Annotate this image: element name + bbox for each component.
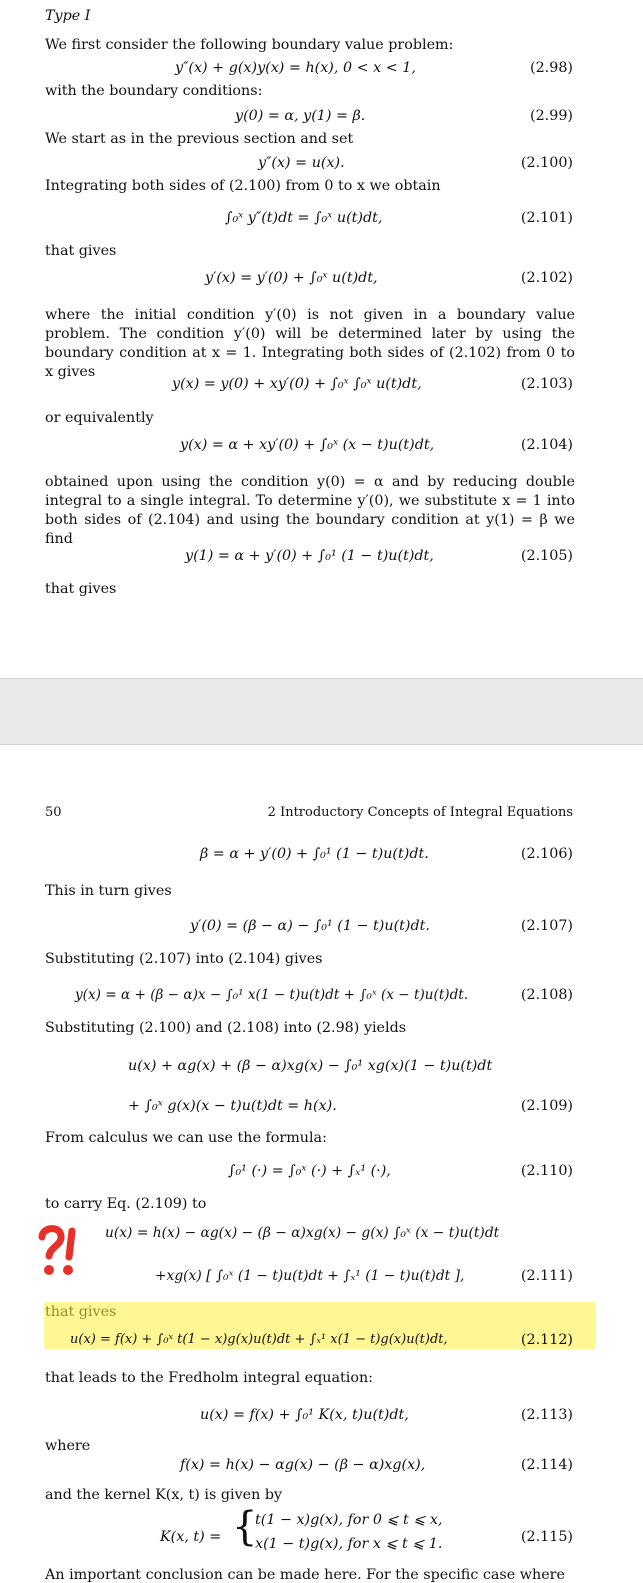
equation-2-102: y′(x) = y′(0) + ∫₀ˣ u(t)dt, [205, 270, 378, 286]
equation-number: (2.99) [530, 108, 573, 124]
paragraph: that leads to the Fredholm integral equation: [45, 1370, 373, 1386]
equation-2-113: u(x) = f(x) + ∫₀¹ K(x, t)u(t)dt, [200, 1407, 409, 1423]
paragraph: where [45, 1438, 91, 1454]
paragraph: to carry Eq. (2.109) to [45, 1196, 207, 1212]
paragraph: that gives [45, 243, 117, 259]
equation-2-103: y(x) = y(0) + xy′(0) + ∫₀ˣ ∫₀ˣ u(t)dt, [172, 376, 422, 392]
equation-2-104: y(x) = α + xy′(0) + ∫₀ˣ (x − t)u(t)dt, [180, 437, 435, 453]
page-top [0, 0, 643, 678]
equation-number: (2.111) [520, 1268, 573, 1284]
equation-2-110: ∫₀¹ (·) = ∫₀ˣ (·) + ∫ₓ¹ (·), [228, 1163, 391, 1179]
equation-number: (2.104) [520, 437, 573, 453]
paragraph: Substituting (2.107) into (2.104) gives [45, 951, 323, 967]
equation-2-111-line2: +xg(x) [ ∫₀ˣ (1 − t)u(t)dt + ∫ₓ¹ (1 − t)u(t)dt ], [155, 1268, 465, 1284]
page-separator [0, 678, 643, 745]
equation-2-115-case1: t(1 − x)g(x), for 0 ⩽ t ⩽ x, [255, 1512, 443, 1528]
equation-number: (2.98) [530, 60, 573, 76]
equation-number: (2.105) [520, 548, 573, 564]
equation-number: (2.112) [520, 1332, 573, 1348]
equation-2-107: y′(0) = (β − α) − ∫₀¹ (1 − t)u(t)dt. [190, 918, 430, 934]
equation-2-115-lhs: K(x, t) = [160, 1529, 222, 1545]
equation-number: (2.109) [520, 1098, 573, 1114]
paragraph: where the initial condition y′(0) is not given in a boundary value problem. The condition y′(0) will be determined later by using the boundary condition at x = 1. Integrating both sides of (2.102) from 0 to x gives [45, 307, 575, 380]
page-number: 50 [45, 805, 62, 820]
equation-2-112: u(x) = f(x) + ∫₀ˣ t(1 − x)g(x)u(t)dt + ∫ₓ¹ x(1 − t)g(x)u(t)dt, [70, 1332, 448, 1347]
equation-number: (2.107) [520, 918, 573, 934]
equation-number: (2.102) [520, 270, 573, 286]
type-heading: Type I [45, 8, 91, 24]
equation-2-109-line1: u(x) + αg(x) + (β − α)xg(x) − ∫₀¹ xg(x)(1 − t)u(t)dt [128, 1058, 493, 1074]
paragraph: We start as in the previous section and set [45, 131, 354, 147]
paragraph: Integrating both sides of (2.100) from 0 to x we obtain [45, 178, 441, 194]
equation-number: (2.110) [520, 1163, 573, 1179]
equation-number: (2.103) [520, 376, 573, 392]
equation-number: (2.113) [520, 1407, 573, 1423]
page-bottom [0, 745, 643, 1583]
equation-number: (2.114) [520, 1457, 573, 1473]
equation-number: (2.100) [520, 155, 573, 171]
equation-2-100: y″(x) = u(x). [258, 155, 345, 171]
equation-number: (2.108) [520, 987, 573, 1003]
paragraph: Substituting (2.100) and (2.108) into (2.98) yields [45, 1020, 407, 1036]
equation-2-105: y(1) = α + y′(0) + ∫₀¹ (1 − t)u(t)dt, [185, 548, 434, 564]
paragraph: that gives [45, 581, 117, 597]
paragraph: or equivalently [45, 410, 154, 426]
equation-number: (2.115) [520, 1529, 573, 1545]
equation-number: (2.101) [520, 210, 573, 226]
equation-number: (2.106) [520, 846, 573, 862]
paragraph: This in turn gives [45, 883, 172, 899]
equation-2-98: y″(x) + g(x)y(x) = h(x), 0 < x < 1, [175, 60, 416, 76]
paragraph: obtained upon using the condition y(0) = α and by reducing double integral to a single integral. To determine y′(0), we substitute x = 1 into both sides of (2.104) and using the boundary condition at y(1) = β we find [45, 474, 575, 547]
question-exclamation-doodle-icon [30, 1223, 90, 1283]
equation-2-115-case2: x(1 − t)g(x), for x ⩽ t ⩽ 1. [255, 1536, 443, 1552]
equation-2-106: β = α + y′(0) + ∫₀¹ (1 − t)u(t)dt. [200, 846, 429, 862]
paragraph: with the boundary conditions: [45, 83, 263, 99]
equation-2-114: f(x) = h(x) − αg(x) − (β − α)xg(x), [180, 1457, 426, 1473]
brace: { [232, 1504, 258, 1550]
cut-off-text: An important conclusion can be made here. For the specific case where [45, 1567, 565, 1583]
equation-2-111-line1: u(x) = h(x) − αg(x) − (β − α)xg(x) − g(x) ∫₀ˣ (x − t)u(t)dt [105, 1225, 500, 1241]
running-head: 2 Introductory Concepts of Integral Equations [267, 805, 573, 820]
equation-2-109-line2: + ∫₀ˣ g(x)(x − t)u(t)dt = h(x). [128, 1098, 337, 1114]
paragraph: From calculus we can use the formula: [45, 1130, 327, 1146]
equation-2-108: y(x) = α + (β − α)x − ∫₀¹ x(1 − t)u(t)dt + ∫₀ˣ (x − t)u(t)dt. [75, 987, 469, 1003]
paragraph: We first consider the following boundary value problem: [45, 37, 454, 53]
equation-2-99: y(0) = α, y(1) = β. [235, 108, 366, 124]
equation-2-101: ∫₀ˣ y″(t)dt = ∫₀ˣ u(t)dt, [225, 210, 383, 226]
paragraph: and the kernel K(x, t) is given by [45, 1487, 283, 1503]
